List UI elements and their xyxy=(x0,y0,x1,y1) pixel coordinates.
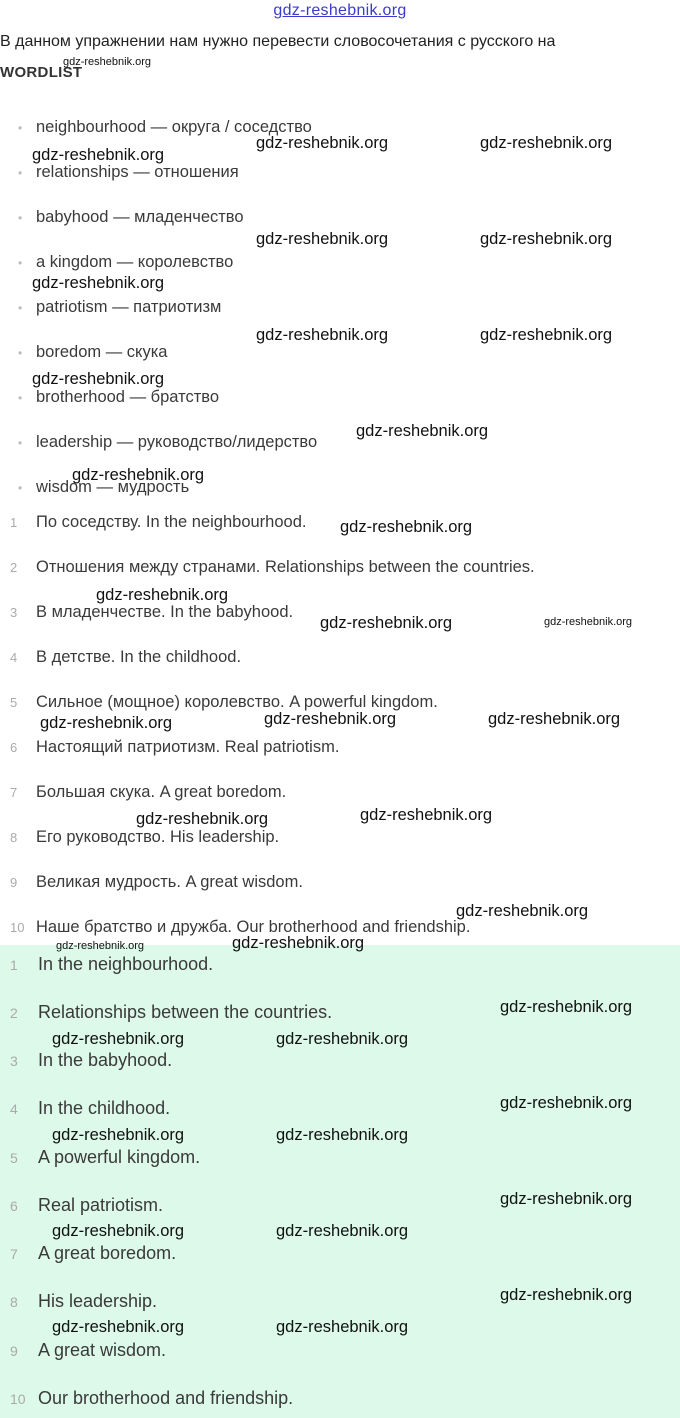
item-number: 7 xyxy=(10,785,18,800)
item-number: 5 xyxy=(10,695,18,710)
answer-item: 6 Real patriotism. xyxy=(6,1195,163,1216)
watermark: gdz-reshebnik.org xyxy=(480,134,613,152)
bullet-icon: • xyxy=(18,166,23,180)
wordlist-item: • babyhood — младенчество xyxy=(18,208,244,226)
item-number: 2 xyxy=(10,560,18,575)
watermark: gdz-reshebnik.org xyxy=(52,1030,185,1048)
wordlist-item: • relationships — отношения xyxy=(18,163,239,181)
watermark: gdz-reshebnik.org xyxy=(276,1318,409,1336)
bullet-icon: • xyxy=(18,301,23,315)
translation-item: 1 По соседству. In the neighbourhood. xyxy=(6,513,306,532)
watermark: gdz-reshebnik.org xyxy=(500,998,633,1016)
watermark: gdz-reshebnik.org xyxy=(356,422,489,440)
watermark: gdz-reshebnik.org xyxy=(320,614,453,632)
bullet-icon: • xyxy=(18,481,23,495)
item-number: 1 xyxy=(10,515,18,530)
item-number: 5 xyxy=(10,1150,18,1166)
translation-item: 7 Большая скука. A great boredom. xyxy=(6,783,286,802)
watermark: gdz-reshebnik.org xyxy=(32,146,165,164)
bullet-icon: • xyxy=(18,436,23,450)
wordlist-item: • leadership — руководство/лидерство xyxy=(18,433,318,451)
item-number: 4 xyxy=(10,650,18,665)
answer-item: 5 A powerful kingdom. xyxy=(6,1147,200,1168)
wordlist-item: • brotherhood — братство xyxy=(18,388,220,406)
answer-item: 7 A great boredom. xyxy=(6,1243,176,1264)
bullet-icon: • xyxy=(18,346,23,360)
watermark: gdz-reshebnik.org xyxy=(52,1318,185,1336)
watermark: gdz-reshebnik.org xyxy=(56,940,145,952)
watermark: gdz-reshebnik.org xyxy=(256,326,389,344)
watermark: gdz-reshebnik.org xyxy=(456,902,589,920)
watermark: gdz-reshebnik.org xyxy=(488,710,621,728)
wordlist-item: • wisdom — мудрость xyxy=(18,478,190,496)
translation-item: 5 Сильное (мощное) королевство. A powerful kingdom. xyxy=(6,693,438,712)
translation-item: 8 Его руководство. His leadership. xyxy=(6,828,279,847)
watermark: gdz-reshebnik.org xyxy=(136,810,269,828)
watermark: gdz-reshebnik.org xyxy=(276,1030,409,1048)
item-number: 6 xyxy=(10,740,18,755)
translation-item: 10 Наше братство и дружба. Our brotherhood and friendship. xyxy=(6,918,470,937)
wordlist-item: • neighbourhood — округа / соседство xyxy=(18,118,312,136)
watermark: gdz-reshebnik.org xyxy=(72,466,205,484)
watermark: gdz-reshebnik.org xyxy=(264,710,397,728)
watermark: gdz-reshebnik.org xyxy=(63,56,152,68)
answer-item: 8 His leadership. xyxy=(6,1291,157,1312)
watermark: gdz-reshebnik.org xyxy=(52,1222,185,1240)
item-number: 4 xyxy=(10,1101,18,1117)
watermark: gdz-reshebnik.org xyxy=(52,1126,185,1144)
site-link[interactable]: gdz-reshebnik.org xyxy=(273,2,407,19)
wordlist-item: • boredom — скука xyxy=(18,343,168,361)
item-number: 1 xyxy=(10,957,18,973)
item-number: 3 xyxy=(10,605,18,620)
watermark: gdz-reshebnik.org xyxy=(500,1190,633,1208)
item-number: 9 xyxy=(10,1343,18,1359)
answer-item: 10 Our brotherhood and friendship. xyxy=(6,1388,293,1409)
watermark: gdz-reshebnik.org xyxy=(256,134,389,152)
watermark: gdz-reshebnik.org xyxy=(276,1222,409,1240)
watermark: gdz-reshebnik.org xyxy=(340,518,473,536)
watermark: gdz-reshebnik.org xyxy=(276,1126,409,1144)
watermark: gdz-reshebnik.org xyxy=(544,616,633,628)
answer-item: 2 Relationships between the countries. xyxy=(6,1002,332,1023)
item-number: 8 xyxy=(10,1294,18,1310)
item-number: 3 xyxy=(10,1053,18,1069)
watermark: gdz-reshebnik.org xyxy=(96,586,229,604)
intro-text: В данном упражнении нам нужно перевести словосочетания с русского на xyxy=(0,33,556,50)
translation-item: 4 В детстве. In the childhood. xyxy=(6,648,241,667)
watermark: gdz-reshebnik.org xyxy=(256,230,389,248)
translation-item: 3 В младенчестве. In the babyhood. xyxy=(6,603,293,622)
watermark: gdz-reshebnik.org xyxy=(500,1094,633,1112)
item-number: 6 xyxy=(10,1198,18,1214)
wordlist-item: • patriotism — патриотизм xyxy=(18,298,222,316)
wordlist-item: • a kingdom — королевство xyxy=(18,253,234,271)
translation-item: 2 Отношения между странами. Relationships between the countries. xyxy=(6,558,535,577)
watermark: gdz-reshebnik.org xyxy=(32,274,165,292)
item-number: 7 xyxy=(10,1246,18,1262)
answer-item: 4 In the childhood. xyxy=(6,1098,170,1119)
bullet-icon: • xyxy=(18,256,23,270)
bullet-icon: • xyxy=(18,121,23,135)
watermark: gdz-reshebnik.org xyxy=(480,326,613,344)
answer-item: 9 A great wisdom. xyxy=(6,1340,166,1361)
item-number: 10 xyxy=(10,1391,26,1407)
bullet-icon: • xyxy=(18,211,23,225)
watermark: gdz-reshebnik.org xyxy=(500,1286,633,1304)
answer-item: 1 In the neighbourhood. xyxy=(6,954,213,975)
translation-item: 6 Настоящий патриотизм. Real patriotism. xyxy=(6,738,339,757)
wordlist-heading: WORDLIST xyxy=(0,64,83,81)
watermark: gdz-reshebnik.org xyxy=(360,806,493,824)
item-number: 9 xyxy=(10,875,18,890)
watermark: gdz-reshebnik.org xyxy=(40,714,173,732)
item-number: 10 xyxy=(10,920,25,935)
item-number: 2 xyxy=(10,1005,18,1021)
watermark: gdz-reshebnik.org xyxy=(32,370,165,388)
watermark: gdz-reshebnik.org xyxy=(480,230,613,248)
item-number: 8 xyxy=(10,830,18,845)
watermark: gdz-reshebnik.org xyxy=(232,934,365,952)
answer-item: 3 In the babyhood. xyxy=(6,1050,172,1071)
translation-item: 9 Великая мудрость. A great wisdom. xyxy=(6,873,303,892)
bullet-icon: • xyxy=(18,391,23,405)
